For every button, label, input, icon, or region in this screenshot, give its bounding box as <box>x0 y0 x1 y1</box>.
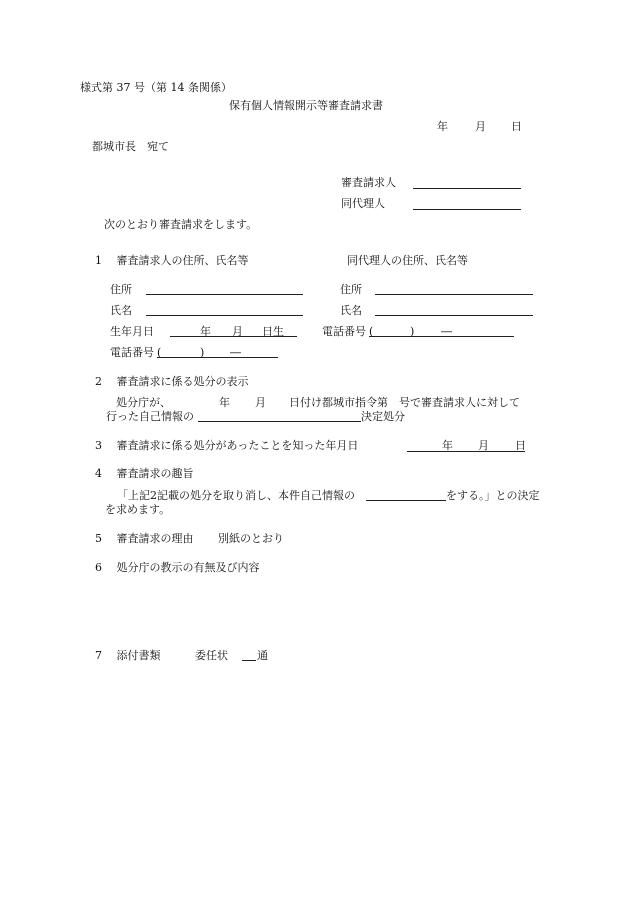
address-label: 住所 <box>110 283 132 296</box>
date-month-label: 月 <box>475 120 486 133</box>
section2-heading: 2 審査請求に係る処分の表示 <box>95 375 249 388</box>
date-year-label: 年 <box>437 120 448 133</box>
section6-heading: 6 処分庁の教示の有無及び内容 <box>95 561 260 574</box>
section2-line1-end: 日付け都城市指令第 号で審査請求人に対して <box>289 396 520 409</box>
section4-line2: を求めます。 <box>105 503 171 516</box>
section7-heading: 7 添付書類 <box>95 649 161 662</box>
agent-label: 同代理人 <box>341 197 385 210</box>
section2-line2-start: 行った自己情報の <box>106 410 194 423</box>
requested-action-field[interactable] <box>366 500 446 501</box>
agent-field[interactable] <box>413 209 521 210</box>
birth-month-label: 月 <box>232 325 243 338</box>
agent-name-label: 氏名 <box>340 304 362 317</box>
address-field[interactable] <box>146 294 303 295</box>
requester-field[interactable] <box>413 188 521 189</box>
section3-heading: 3 審査請求に係る処分があったことを知った年月日 <box>95 439 359 452</box>
section7-item: 委任状 <box>195 649 228 662</box>
section1-heading: 1 審査請求人の住所、氏名等 <box>95 254 249 267</box>
phone-close-paren: ) <box>410 325 415 338</box>
awareness-date-field[interactable] <box>407 451 525 452</box>
addressee: 都城市長 宛て <box>92 140 169 153</box>
agent-name-field[interactable] <box>375 315 533 316</box>
section4-heading: 4 審査請求の趣旨 <box>95 467 194 480</box>
section5-heading: 5 審査請求の理由 <box>95 532 194 545</box>
phone-dash: ― <box>441 325 452 338</box>
section3-year-label: 年 <box>442 439 453 452</box>
agent-address-label: 住所 <box>340 283 362 296</box>
agent-address-field[interactable] <box>375 294 533 295</box>
section2-line2-end: 決定処分 <box>361 410 405 423</box>
phone-label: 電話番号 <box>322 325 366 338</box>
section4-line1-start: 「上記2記載の処分を取り消し、本件自己情報の <box>117 489 355 502</box>
name-label: 氏名 <box>110 304 132 317</box>
date-day-label: 日 <box>511 120 522 133</box>
section4-line1-end: をする。」との決定 <box>446 489 540 502</box>
birth-day-label: 日生 <box>262 325 284 338</box>
document-title: 保有個人情報開示等審査請求書 <box>229 99 383 112</box>
section2-month-label: 月 <box>255 396 266 409</box>
attachment-count-field[interactable] <box>242 660 256 661</box>
section2-year-label: 年 <box>219 396 230 409</box>
requester-label: 審査請求人 <box>341 176 396 189</box>
agent-phone-open-paren: ( <box>157 346 162 359</box>
agent-phone-label: 電話番号 <box>110 346 154 359</box>
birth-year-label: 年 <box>200 325 211 338</box>
agent-phone-dash: ― <box>230 346 241 359</box>
section7-unit: 通 <box>257 649 268 662</box>
birthdate-label: 生年月日 <box>110 325 154 338</box>
name-field[interactable] <box>146 315 303 316</box>
intro-text: 次のとおり審査請求をします。 <box>104 218 258 231</box>
form-number: 様式第 37 号（第 14 条関係） <box>80 81 232 94</box>
section1-agent-heading: 同代理人の住所、氏名等 <box>347 254 468 267</box>
section5-value: 別紙のとおり <box>218 532 284 545</box>
section2-line1-start: 処分庁が、 <box>116 396 171 409</box>
agent-phone-close-paren: ) <box>200 346 205 359</box>
section3-day-label: 日 <box>515 439 526 452</box>
self-information-field[interactable] <box>198 421 361 422</box>
agent-phone-field[interactable] <box>157 357 278 358</box>
phone-open-paren: ( <box>369 325 374 338</box>
section3-month-label: 月 <box>478 439 489 452</box>
